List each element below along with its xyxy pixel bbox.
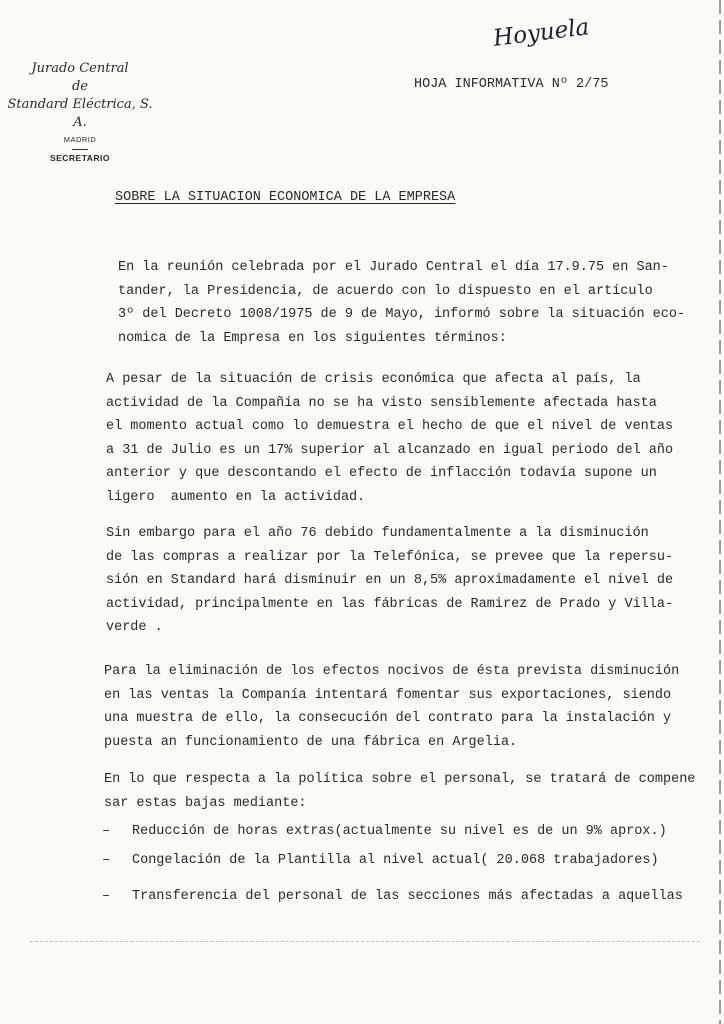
paragraph-personnel-policy: En lo que respecta a la política sobre el personal, se tratará de compene sar estas bajas mediante: <box>104 772 696 811</box>
sender-block <box>0 60 160 163</box>
page-bottom-divider <box>30 941 700 942</box>
list-item-text: Transferencia del personal de las secciones más afectadas a aquellas <box>132 889 683 904</box>
list-item-text: Congelación de la Plantilla al nivel actual( 20.068 trabajadores) <box>132 853 659 868</box>
paragraph-meeting: En la reunión celebrada por el Jurado Central el día 17.9.75 en San- tander, la Presidencia, de acuerdo con lo dispuesto en el artículo 3º del Decreto 1008/1975 de 9 de Mayo, informó sobre la situación eco- nomica de la Empresa en los siguientes términos: <box>118 260 686 346</box>
bullet-dash: – <box>102 889 111 904</box>
list-item <box>102 824 667 839</box>
sender-line-2: de <box>71 79 88 94</box>
list-item <box>102 889 683 904</box>
bullet-dash: – <box>102 853 111 868</box>
handwritten-signature: Hoyuela <box>491 14 591 52</box>
sender-city: MADRID <box>63 135 97 144</box>
sender-line-1: Jurado Central <box>31 61 129 76</box>
sender-role: SECRETARIO <box>49 153 111 163</box>
document-subject: SOBRE LA SITUACION ECONOMICA DE LA EMPRESA <box>115 190 456 205</box>
list-item <box>102 853 659 868</box>
sender-divider <box>72 149 88 150</box>
bullet-dash: – <box>102 824 111 839</box>
list-item-text: Reducción de horas extras(actualmente su nivel es de un 9% aprox.) <box>132 824 667 839</box>
page-edge-marks <box>719 0 721 1024</box>
sender-line-3: Standard Eléctrica, S. A. <box>7 97 153 130</box>
paragraph-forecast-76: Sin embargo para el año 76 debido fundamentalmente a la disminución de las compras a realizar por la Telefónica, se prevee que la repersu- sión en Standard hará disminuir en un 8,5% aproximadamente el nivel de actividad, principalmente en las fábricas de Ramirez de Prado y Villa- verde . <box>106 526 674 635</box>
paragraph-exports: Para la eliminación de los efectos nocivos de ésta prevista disminución en las ventas la Companía intentará fomentar sus exportaciones, siendo una muestra de ello, la consecución del contrato para la instalación y puesta an funcionamiento de una fábrica en Argelia. <box>104 664 680 750</box>
document-reference: HOJA INFORMATIVA Nº 2/75 <box>414 77 609 92</box>
paragraph-current-situation: A pesar de la situación de crisis económica que afecta al país, la actividad de la Compañía no se ha visto sensiblemente afectada hasta el momento actual como lo demuestra el hecho de que el nivel de ventas a 31 de Julio es un 17% superior al alcanzado en igual periodo del año anterior y que descontando el efecto de inflacción todavía supone un ligero aumento en la actividad. <box>106 372 674 505</box>
